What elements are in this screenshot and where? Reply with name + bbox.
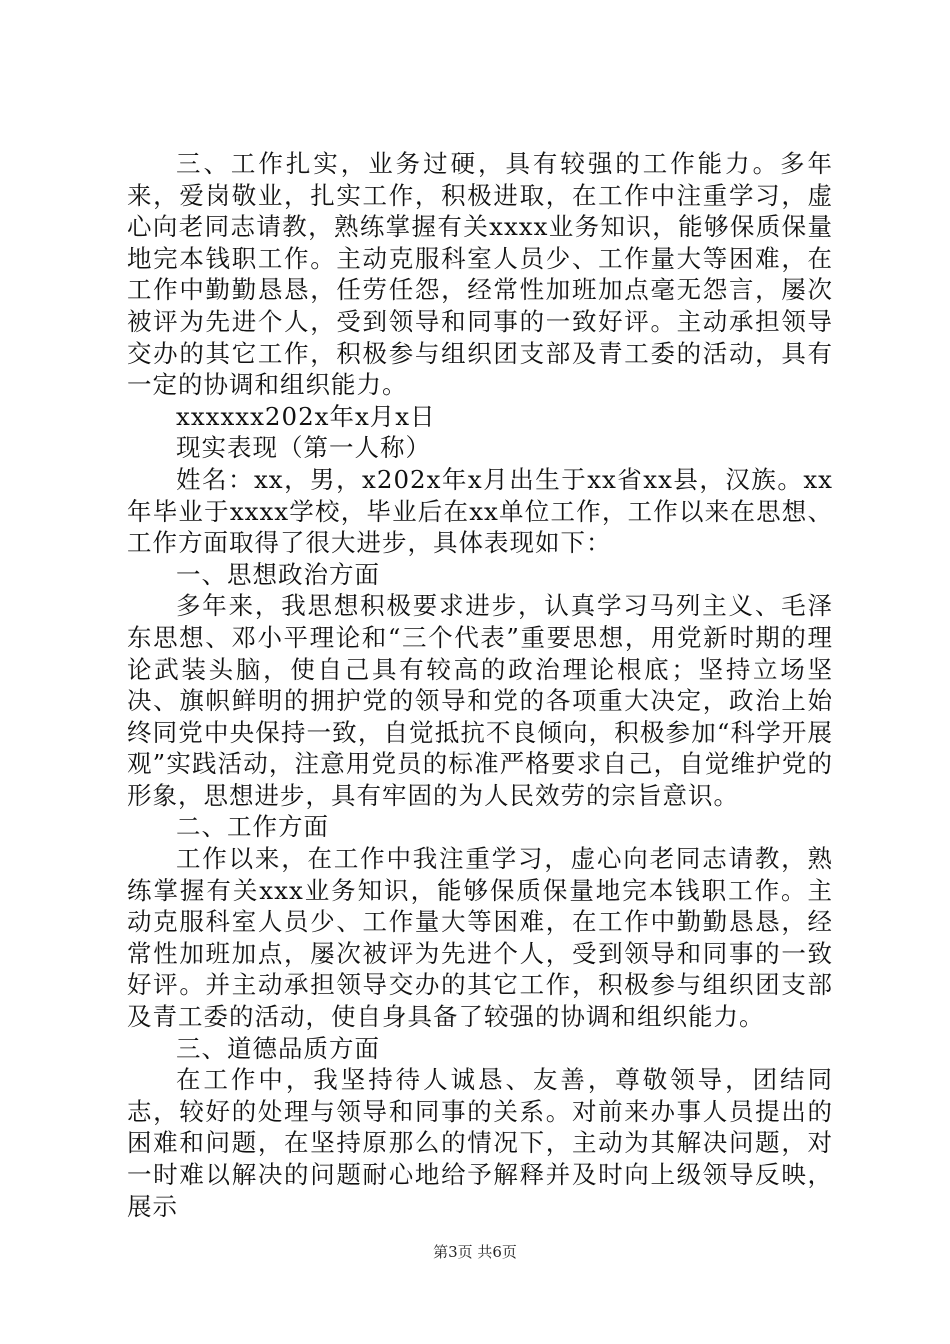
paragraph-work-ability: 三、工作扎实，业务过硬，具有较强的工作能力。多年来，爱岗敬业，扎实工作，积极进取，在工作中注重学习，虚心向老同志请教，熟练掌握有关xxxx业务知识，能够保质保量地完本钱职工作。主动克服科室人员少、工作量大等困难，在工作中勤勤恳恳，任劳任怨，经常性加班加点毫无怨言，屡次被评为先进个人，受到领导和同事的一致好评。主动承担领导交办的其它工作，积极参与组织团支部及青工委的活动，具有一定的协调和组织能力。	[127, 149, 833, 400]
document-body	[127, 148, 833, 1222]
paragraph-personal-info: 姓名：xx，男，x202x年x月出生于xx省xx县，汉族。xx年毕业于xxxx学校，毕业后在xx单位工作，工作以来在思想、工作方面取得了很大进步，具体表现如下：	[127, 464, 833, 558]
paragraph-work: 工作以来，在工作中我注重学习，虚心向老同志请教，熟练掌握有关xxx业务知识，能够保质保量地完本钱职工作。主动克服科室人员少、工作量大等困难，在工作中勤勤恳恳，经常性加班加点，屡次被评为先进个人，受到领导和同事的一致好评。并主动承担领导交办的其它工作，积极参与组织团支部及青工委的活动，使自身具备了较强的协调和组织能力。	[127, 844, 833, 1032]
heading-political-thought: 一、思想政治方面	[176, 559, 380, 589]
heading-moral-character: 三、道德品质方面	[176, 1033, 380, 1063]
paragraph-date-line: xxxxxx202x年x月x日	[176, 401, 436, 431]
paragraph-moral-character: 在工作中，我坚持待人诚恳、友善，尊敬领导，团结同志，较好的处理与领导和同事的关系。对前来办事人员提出的困难和问题，在坚持原那么的情况下，主动为其解决问题，对一时难以解决的问题耐心地给予解释并及时向上级领导反映，展示	[127, 1065, 833, 1221]
page-number-footer: 第3页 共6页	[433, 1243, 517, 1261]
section-title-actual-performance: 现实表现（第一人称）	[176, 433, 431, 463]
paragraph-political-thought: 多年来，我思想积极要求进步，认真学习马列主义、毛泽东思想、邓小平理论和“三个代表”重要思想，用党新时期的理论武装头脑，使自己具有较高的政治理论根底；坚持立场坚决、旗帜鲜明的拥护党的领导和党的各项重大决定，政治上始终同党中央保持一致，自觉抵抗不良倾向，积极参加“科学开展观”实践活动，注意用党员的标准严格要求自己，自觉维护党的形象，思想进步，具有牢固的为人民效劳的宗旨意识。	[127, 591, 833, 810]
heading-work: 二、工作方面	[176, 812, 329, 842]
